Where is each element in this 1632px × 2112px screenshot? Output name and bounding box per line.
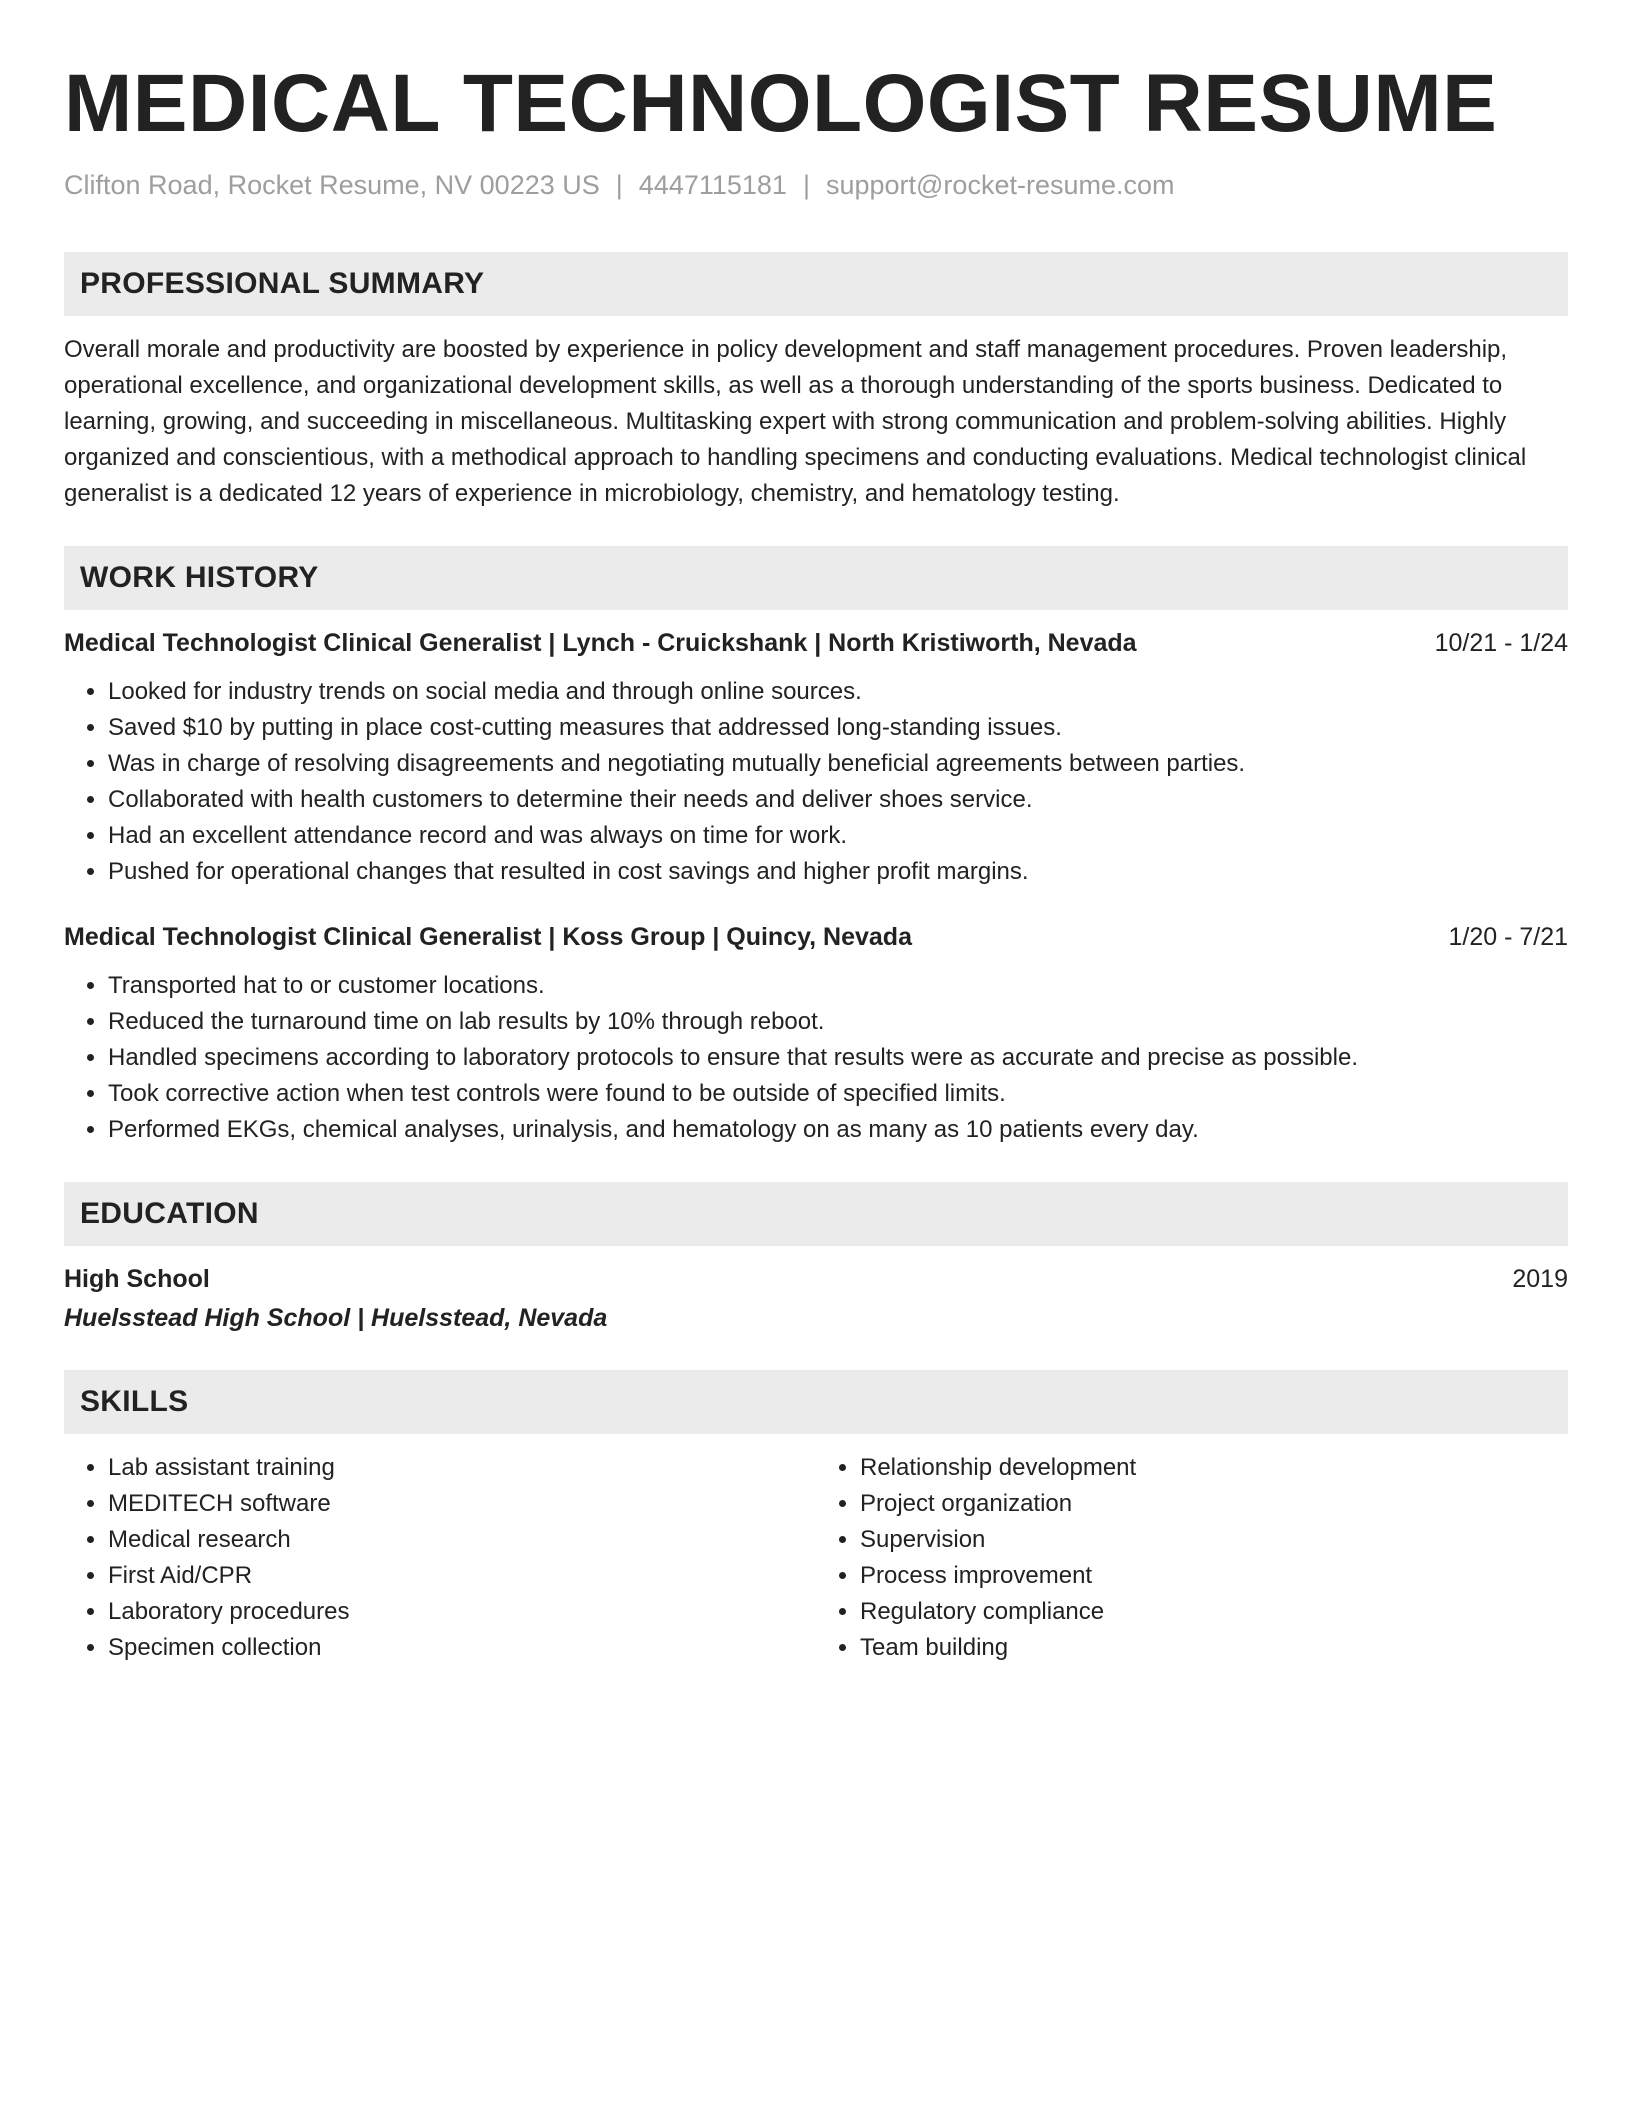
section-heading-skills: SKILLS (64, 1370, 1568, 1434)
section-heading-work: WORK HISTORY (64, 546, 1568, 610)
skill-item: • First Aid/CPR (108, 1558, 816, 1594)
job-dates: 10/21 - 1/24 (1434, 629, 1568, 657)
skill-item: • Project organization (860, 1486, 1568, 1522)
skill-item: • Supervision (860, 1522, 1568, 1558)
skill-item: • Relationship development (860, 1450, 1568, 1486)
skill-item: • Specimen collection (108, 1630, 816, 1666)
job-entry (64, 626, 1568, 890)
education-degree: High School (64, 1265, 210, 1293)
skills-right-column (816, 1450, 1568, 1666)
section-heading-education: EDUCATION (64, 1182, 1568, 1246)
job-bullet: • Pushed for operational changes that resulted in cost savings and higher profit margins. (108, 854, 1568, 890)
skills-columns (64, 1450, 1568, 1666)
job-bullet: • Took corrective action when test controls were found to be outside of specified limits. (108, 1076, 1568, 1112)
job-bullet: • Reduced the turnaround time on lab results by 10% through reboot. (108, 1004, 1568, 1040)
contact-address: Clifton Road, Rocket Resume, NV 00223 US (64, 170, 600, 200)
skill-item: • Lab assistant training (108, 1450, 816, 1486)
job-bullet: • Had an excellent attendance record and was always on time for work. (108, 818, 1568, 854)
job-dates: 1/20 - 7/21 (1448, 923, 1568, 951)
skill-item: • Medical research (108, 1522, 816, 1558)
job-header (64, 920, 1568, 954)
job-title: Medical Technologist Clinical Generalist | Koss Group | Quincy, Nevada (64, 923, 912, 951)
job-bullet: • Handled specimens according to laboratory protocols to ensure that results were as accurate and precise as possible. (108, 1040, 1568, 1076)
contact-separator: | (615, 170, 623, 200)
skill-item: • Process improvement (860, 1558, 1568, 1594)
skill-item: • Laboratory procedures (108, 1594, 816, 1630)
skills-left-column (64, 1450, 816, 1666)
section-heading-summary: PROFESSIONAL SUMMARY (64, 252, 1568, 316)
education-header (64, 1262, 1568, 1296)
contact-phone: 4447115181 (638, 170, 787, 200)
job-bullets (64, 674, 1568, 890)
job-bullets (64, 968, 1568, 1148)
education-year: 2019 (1512, 1265, 1568, 1293)
resume-title: MEDICAL TECHNOLOGIST RESUME (64, 58, 1498, 149)
job-bullet: • Transported hat to or customer locations. (108, 968, 1568, 1004)
job-entry (64, 920, 1568, 1148)
contact-separator: | (802, 170, 810, 200)
education-school: Huelsstead High School | Huelsstead, Nevada (64, 1304, 608, 1332)
contact-line (64, 168, 1568, 202)
job-bullet: • Looked for industry trends on social media and through online sources. (108, 674, 1568, 710)
skill-item: • Regulatory compliance (860, 1594, 1568, 1630)
job-header (64, 626, 1568, 660)
skill-item: • MEDITECH software (108, 1486, 816, 1522)
skill-item: • Team building (860, 1630, 1568, 1666)
summary-text: Overall morale and productivity are boosted by experience in policy development and staff management procedures. Proven leadership, operational excellence, and organizational development skills, as well as a thorough understanding of the sports business. Dedicated to learning, growing, and succeeding in miscellaneous. Multitasking expert with strong communication and problem-solving abilities. Highly organized and conscientious, with a methodical approach to handling specimens and conducting evaluations. Medical technologist clinical generalist is a dedicated 12 years of experience in microbiology, chemistry, and hematology testing. (64, 336, 1527, 507)
job-bullet: • Collaborated with health customers to determine their needs and deliver shoes service. (108, 782, 1568, 818)
job-bullet: • Saved $10 by putting in place cost-cutting measures that addressed long-standing issues. (108, 710, 1568, 746)
job-title: Medical Technologist Clinical Generalist | Lynch - Cruickshank | North Kristiworth, Nevada (64, 629, 1137, 657)
job-bullet: • Performed EKGs, chemical analyses, urinalysis, and hematology on as many as 10 patients every day. (108, 1112, 1568, 1148)
contact-email: support@rocket-resume.com (825, 170, 1175, 200)
job-bullet: • Was in charge of resolving disagreements and negotiating mutually beneficial agreements between parties. (108, 746, 1568, 782)
